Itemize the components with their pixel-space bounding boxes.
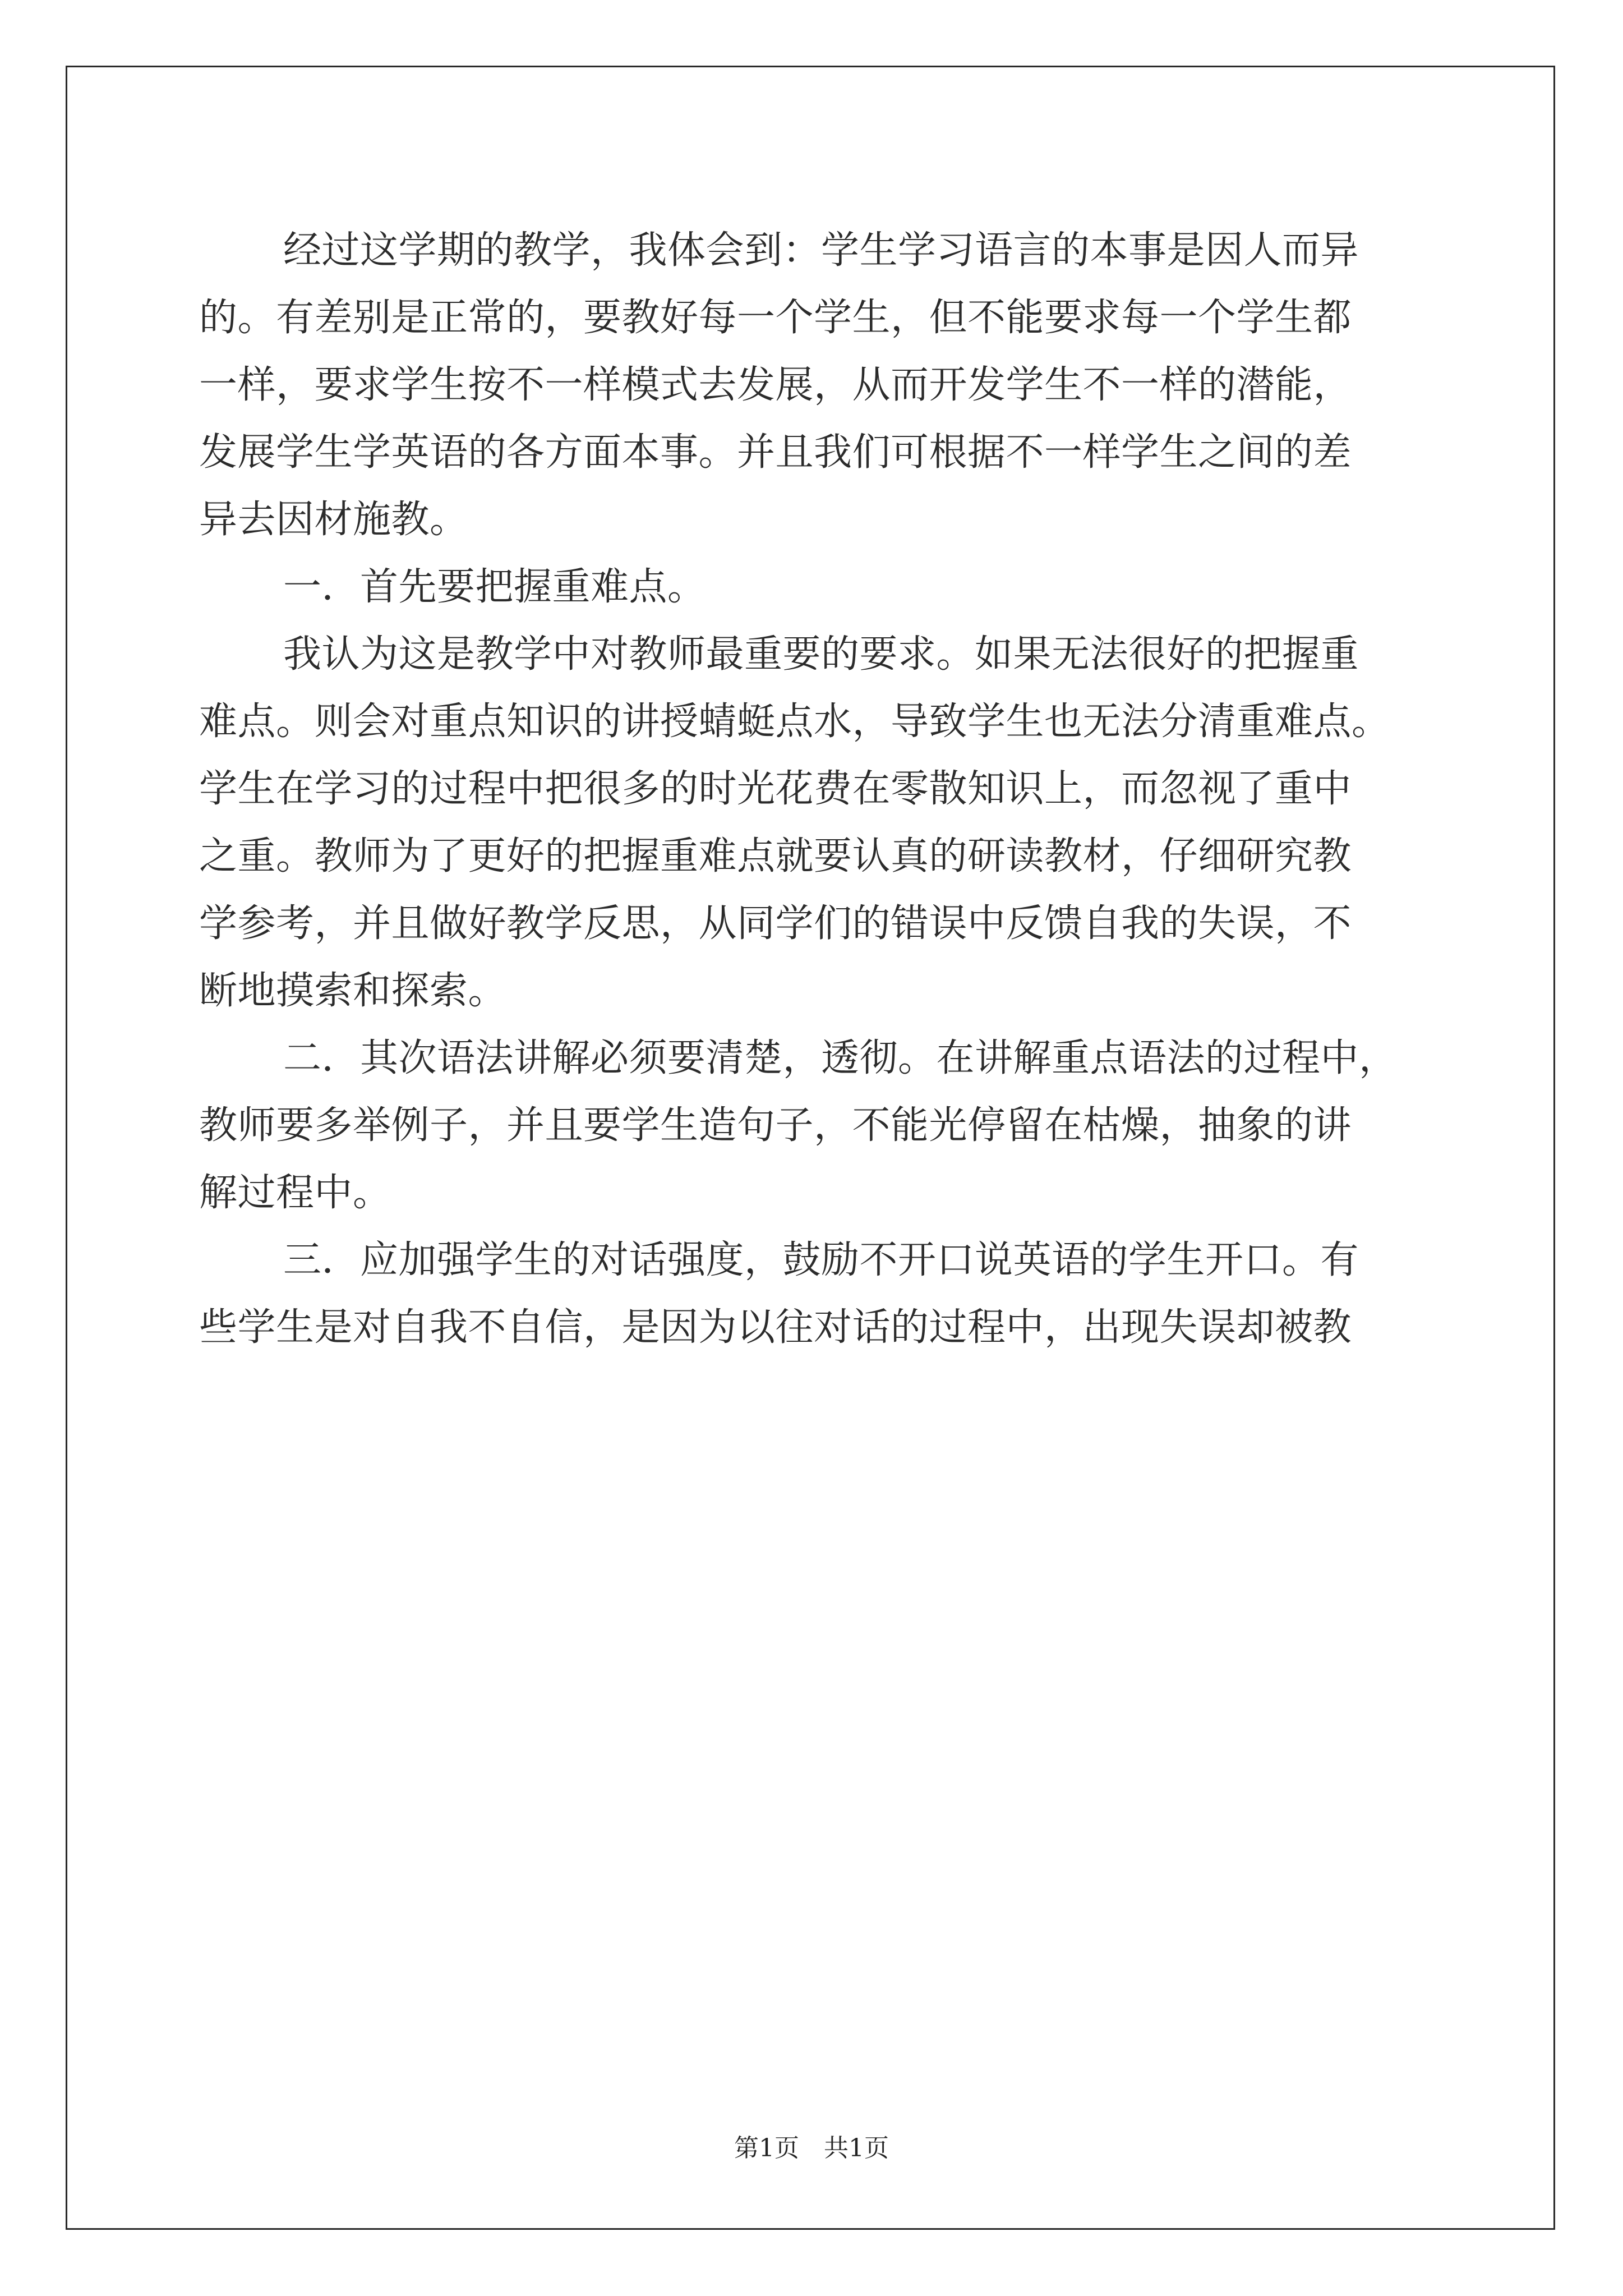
paragraph-line: 教师要多举例子，并且要学生造句子，不能光停留在枯燥，抽象的讲 — [199, 1103, 1352, 1148]
section-heading: 一．首先要把握重难点。 — [283, 565, 706, 609]
paragraph-line: 之重。教师为了更好的把握重难点就要认真的研读教材，仔细研究教 — [199, 834, 1352, 878]
page-number-footer: 第1页 共1页 — [734, 2134, 889, 2162]
paragraph-line: 发展学生学英语的各方面本事。并且我们可根据不一样学生之间的差 — [199, 430, 1352, 475]
paragraph-line: 的。有差别是正常的，要教好每一个学生，但不能要求每一个学生都 — [199, 296, 1352, 340]
paragraph-line: 解过程中。 — [199, 1171, 391, 1215]
paragraph-line: 经过这学期的教学，我体会到：学生学习语言的本事是因人而异 — [283, 228, 1359, 273]
paragraph-line: 断地摸索和探索。 — [199, 969, 507, 1013]
paragraph-line: 三．应加强学生的对话强度，鼓励不开口说英语的学生开口。有 — [283, 1238, 1359, 1282]
paragraph-line: 二．其次语法讲解必须要清楚，透彻。在讲解重点语法的过程中， — [283, 1036, 1398, 1080]
paragraph-line: 学生在学习的过程中把很多的时光花费在零散知识上，而忽视了重中 — [199, 767, 1352, 811]
paragraph-line: 学参考，并且做好教学反思，从同学们的错误中反馈自我的失误，不 — [199, 901, 1352, 946]
paragraph-line: 我认为这是教学中对教师最重要的要求。如果无法很好的把握重 — [283, 632, 1359, 677]
paragraph-line: 一样，要求学生按不一样模式去发展，从而开发学生不一样的潜能， — [199, 363, 1352, 407]
paragraph-line: 异去因材施教。 — [199, 498, 468, 542]
paragraph-line: 些学生是对自我不自信，是因为以往对话的过程中，出现失误却被教 — [199, 1305, 1352, 1350]
paragraph-line: 难点。则会对重点知识的讲授蜻蜓点水，导致学生也无法分清重难点。 — [199, 700, 1390, 744]
